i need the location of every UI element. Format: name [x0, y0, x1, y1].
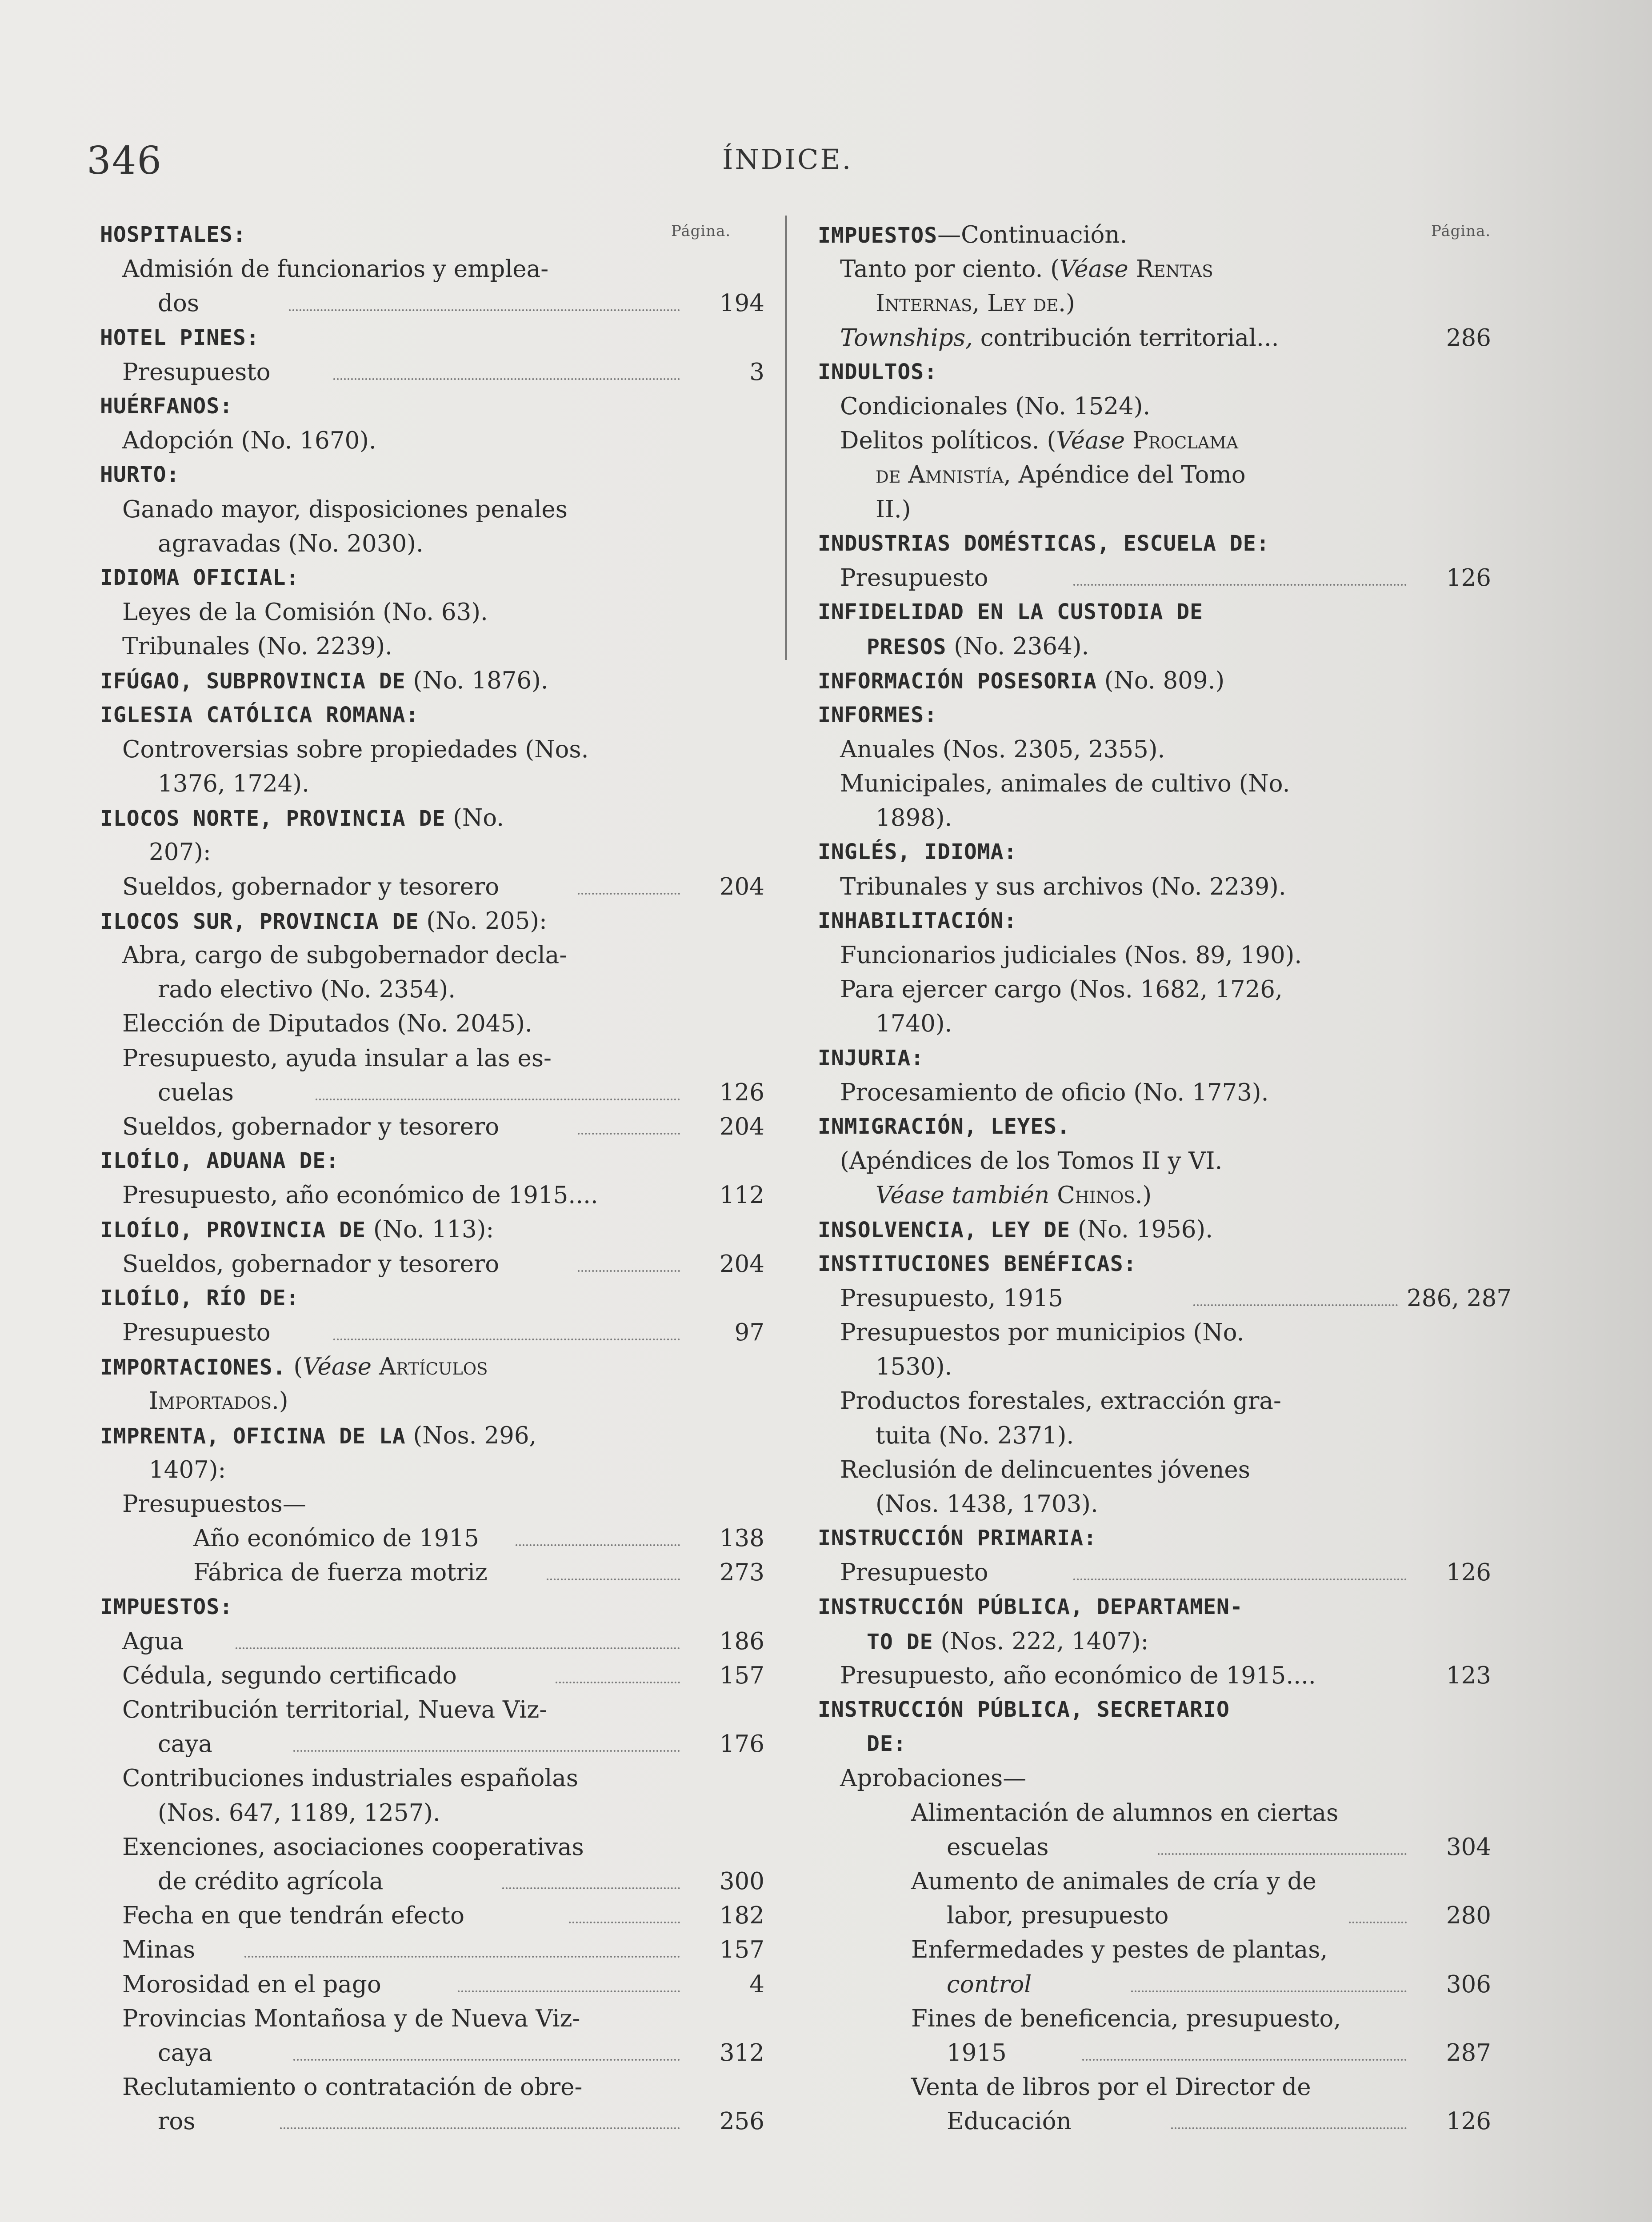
index-heading: INSOLVENCIA, LEY DE (No. 1956). [818, 1216, 1213, 1243]
index-entry: (Apéndices de los Tomos II y VI. [840, 1147, 1223, 1175]
page-ref: 123 [1446, 1662, 1491, 1689]
index-entry: Presupuesto 97 [100, 1315, 764, 1350]
page-ref: 138 [719, 1525, 764, 1552]
page-ref: 194 [719, 290, 764, 317]
index-heading-cont: 207): [149, 839, 211, 866]
page-ref: 126 [719, 1079, 764, 1106]
index-heading: IMPUESTOS: [100, 1594, 233, 1619]
index-entry: cuelas 126 [100, 1075, 764, 1110]
index-entry: Presupuesto, año económico de 1915.... 123 [818, 1659, 1491, 1693]
index-entry: Tribunales (No. 2239). [122, 633, 392, 660]
index-entry: Presupuesto 126 [818, 561, 1491, 595]
index-heading: ILOCOS NORTE, PROVINCIA DE (No. [100, 804, 504, 832]
index-entry: Educación 126 [818, 2104, 1491, 2138]
index-entry: ros 256 [100, 2104, 764, 2138]
index-entry: Ganado mayor, disposiciones penales [122, 496, 568, 523]
running-head: ÍNDICE. [722, 143, 853, 176]
page-ref: 286, 287 [1407, 1284, 1512, 1312]
index-entry: labor, presupuesto 280 [818, 1898, 1491, 1933]
index-entry: Minas 157 [100, 1933, 764, 1967]
page-ref: 3 [749, 358, 764, 386]
page-ref: 126 [1446, 564, 1491, 591]
index-heading-cont: DE: [867, 1731, 907, 1757]
index-heading: INDUSTRIAS DOMÉSTICAS, ESCUELA DE: [818, 531, 1270, 556]
index-entry: Fecha en que tendrán efecto 182 [100, 1898, 764, 1933]
index-heading: IGLESIA CATÓLICA ROMANA: [100, 702, 419, 727]
index-entry: Elección de Diputados (No. 2045). [122, 1010, 532, 1038]
index-entry: (Nos. 647, 1189, 1257). [158, 1799, 440, 1826]
page-ref: 204 [719, 873, 764, 900]
page-ref: 126 [1446, 1559, 1491, 1587]
page-ref: 157 [719, 1662, 764, 1689]
index-entry: Condicionales (No. 1524). [840, 392, 1151, 420]
index-heading: HOTEL PINES: [100, 325, 260, 350]
index-entry: 1530). [876, 1353, 952, 1381]
index-entry: escuelas 304 [818, 1830, 1491, 1864]
index-heading: INFORMES: [818, 702, 938, 727]
index-entry: Reclutamiento o contratación de obre- [122, 2074, 583, 2101]
index-entry: Tribunales y sus archivos (No. 2239). [840, 873, 1286, 900]
index-entry: (Nos. 1438, 1703). [876, 1490, 1098, 1518]
index-entry: Anuales (Nos. 2305, 2355). [840, 735, 1165, 763]
index-heading: ILOÍLO, PROVINCIA DE (No. 113): [100, 1216, 494, 1243]
index-entry: 1376, 1724). [158, 770, 309, 797]
index-entry: Provincias Montañosa y de Nueva Viz- [122, 2005, 580, 2032]
index-entry: Presupuesto, 1915 286, 287 [818, 1281, 1491, 1315]
index-entry: agravadas (No. 2030). [158, 530, 424, 557]
index-entry: Sueldos, gobernador y tesorero 204 [100, 1247, 764, 1281]
page-ref: 256 [719, 2108, 764, 2135]
index-entry: Agua 186 [100, 1624, 764, 1659]
index-entry: Internas, Ley de.) [876, 290, 1075, 317]
index-entry: Delitos políticos. (Véase Proclama [840, 427, 1239, 455]
index-column-left [100, 218, 764, 2139]
index-heading-cont: 1407): [149, 1456, 226, 1483]
index-entry: Leyes de la Comisión (No. 63). [122, 599, 488, 626]
index-entry: Sueldos, gobernador y tesorero 204 [100, 870, 764, 904]
index-entry: control 306 [818, 1967, 1491, 2002]
page-ref: 112 [719, 1182, 764, 1209]
index-entry: Presupuesto 126 [818, 1555, 1491, 1590]
index-entry: Funcionarios judiciales (Nos. 89, 190). [840, 941, 1302, 969]
page-ref: 312 [719, 2039, 764, 2066]
index-entry: Presupuestos por municipios (No. [840, 1319, 1244, 1346]
index-entry: II.) [876, 496, 911, 523]
index-heading: ILOCOS SUR, PROVINCIA DE (No. 205): [100, 907, 547, 935]
index-entry: 1740). [876, 1010, 952, 1038]
page-ref: 287 [1446, 2039, 1491, 2066]
index-entry: Controversias sobre propiedades (Nos. [122, 735, 589, 763]
index-entry: Townships, contribución territorial... 286 [818, 321, 1491, 355]
index-heading: HURTO: [100, 462, 180, 488]
index-heading: IMPORTACIONES. (Véase Artículos [100, 1353, 488, 1381]
index-entry: Adopción (No. 1670). [122, 427, 376, 455]
page-ref: 182 [719, 1902, 764, 1930]
index-entry: Presupuesto 3 [100, 355, 764, 389]
index-entry: Venta de libros por el Director de [911, 2074, 1311, 2101]
index-entry: Cédula, segundo certificado 157 [100, 1659, 764, 1693]
index-entry: Aumento de animales de cría y de [911, 1868, 1316, 1895]
index-heading: ILOÍLO, RÍO DE: [100, 1285, 300, 1311]
index-entry: Fábrica de fuerza motriz 273 [100, 1555, 764, 1590]
index-entry: Productos forestales, extracción gra- [840, 1387, 1281, 1415]
index-heading: IMPUESTOS—Continuación. [818, 221, 1128, 248]
index-entry: de Amnistía, Apéndice del Tomo [876, 461, 1246, 489]
index-entry: Exenciones, asociaciones cooperativas [122, 1833, 584, 1861]
index-heading: INFORMACIÓN POSESORIA (No. 809.) [818, 667, 1225, 695]
index-entry: 1898). [876, 804, 952, 832]
index-heading: INMIGRACIÓN, LEYES. [818, 1114, 1071, 1139]
index-heading: IMPRENTA, OFICINA DE LA (Nos. 296, [100, 1422, 537, 1449]
index-heading: INJURIA: [818, 1045, 924, 1071]
index-heading: INHABILITACIÓN: [818, 908, 1017, 933]
index-entry: Contribución territorial, Nueva Viz- [122, 1696, 548, 1724]
page-ref: 304 [1446, 1833, 1491, 1861]
page-number: 346 [87, 139, 163, 183]
page-ref: 204 [719, 1250, 764, 1278]
index-entry: Admisión de funcionarios y emplea- [122, 256, 549, 283]
index-entry: Morosidad en el pago 4 [100, 1967, 764, 2002]
index-entry: dos 194 [100, 286, 764, 320]
index-entry: Enfermedades y pestes de plantas, [911, 1936, 1328, 1964]
index-entry: Tanto por ciento. (Véase Rentas [840, 256, 1213, 283]
index-heading-cont: PRESOS (No. 2364). [867, 633, 1089, 660]
index-entry: Reclusión de delincuentes jóvenes [840, 1456, 1250, 1483]
index-heading: INFIDELIDAD EN LA CUSTODIA DE [818, 599, 1204, 625]
index-heading: INSTRUCCIÓN PÚBLICA, DEPARTAMEN- [818, 1594, 1243, 1619]
index-heading: INGLÉS, IDIOMA: [818, 839, 1017, 865]
index-entry: 1915 287 [818, 2036, 1491, 2070]
index-heading-cont: Importados.) [149, 1387, 288, 1415]
page-ref: 176 [719, 1730, 764, 1758]
index-heading: IFÚGAO, SUBPROVINCIA DE (No. 1876). [100, 667, 548, 695]
index-entry: Aprobaciones— [840, 1765, 1027, 1792]
index-entry: rado electivo (No. 2354). [158, 976, 456, 1003]
index-entry: tuita (No. 2371). [876, 1422, 1074, 1449]
page-ref: 273 [719, 1559, 764, 1587]
page-ref: 306 [1446, 1970, 1491, 1998]
column-divider [785, 216, 787, 660]
index-heading: HOSPITALES: [100, 222, 246, 247]
page-ref: 280 [1446, 1902, 1491, 1930]
index-heading-cont: TO DE (Nos. 222, 1407): [867, 1627, 1149, 1655]
page-ref: 300 [719, 1868, 764, 1895]
index-entry: Sueldos, gobernador y tesorero 204 [100, 1110, 764, 1144]
page-ref: 157 [719, 1936, 764, 1964]
index-entry: Presupuesto, ayuda insular a las es- [122, 1044, 552, 1072]
page-ref: 4 [749, 1970, 764, 1998]
index-entry: Para ejercer cargo (Nos. 1682, 1726, [840, 976, 1283, 1003]
page-ref: 126 [1446, 2108, 1491, 2135]
index-entry: Presupuestos— [122, 1490, 306, 1518]
page-ref: 286 [1446, 324, 1491, 352]
pagina-label-right: Página. [1431, 222, 1491, 240]
index-entry: Procesamiento de oficio (No. 1773). [840, 1079, 1269, 1106]
index-entry: caya 312 [100, 2036, 764, 2070]
index-entry: Véase también Chinos.) [876, 1182, 1152, 1209]
index-heading: INDULTOS: [818, 359, 938, 384]
index-heading: INSTRUCCIÓN PRIMARIA: [818, 1526, 1097, 1551]
page-ref: 204 [719, 1113, 764, 1140]
index-entry: Presupuesto, año económico de 1915.... 112 [100, 1178, 764, 1212]
index-entry: Abra, cargo de subgobernador decla- [122, 941, 568, 969]
index-heading: INSTRUCCIÓN PÚBLICA, SECRETARIO [818, 1697, 1230, 1722]
index-entry: de crédito agrícola 300 [100, 1864, 764, 1898]
index-heading: IDIOMA OFICIAL: [100, 565, 300, 590]
index-entry: Fines de beneficencia, presupuesto, [911, 2005, 1341, 2032]
pagina-label-left: Página. [671, 222, 731, 240]
index-entry: Municipales, animales de cultivo (No. [840, 770, 1290, 797]
page-ref: 97 [734, 1319, 764, 1346]
index-entry: Año económico de 1915 138 [100, 1521, 764, 1555]
index-entry: Contribuciones industriales españolas [122, 1765, 579, 1792]
index-column-right [818, 218, 1512, 2139]
index-heading: ILOÍLO, ADUANA DE: [100, 1148, 340, 1174]
index-entry: caya 176 [100, 1727, 764, 1761]
page-ref: 186 [719, 1627, 764, 1655]
index-heading: HUÉRFANOS: [100, 393, 233, 419]
index-entry: Alimentación de alumnos en ciertas [911, 1799, 1339, 1826]
index-heading: INSTITUCIONES BENÉFICAS: [818, 1251, 1137, 1276]
